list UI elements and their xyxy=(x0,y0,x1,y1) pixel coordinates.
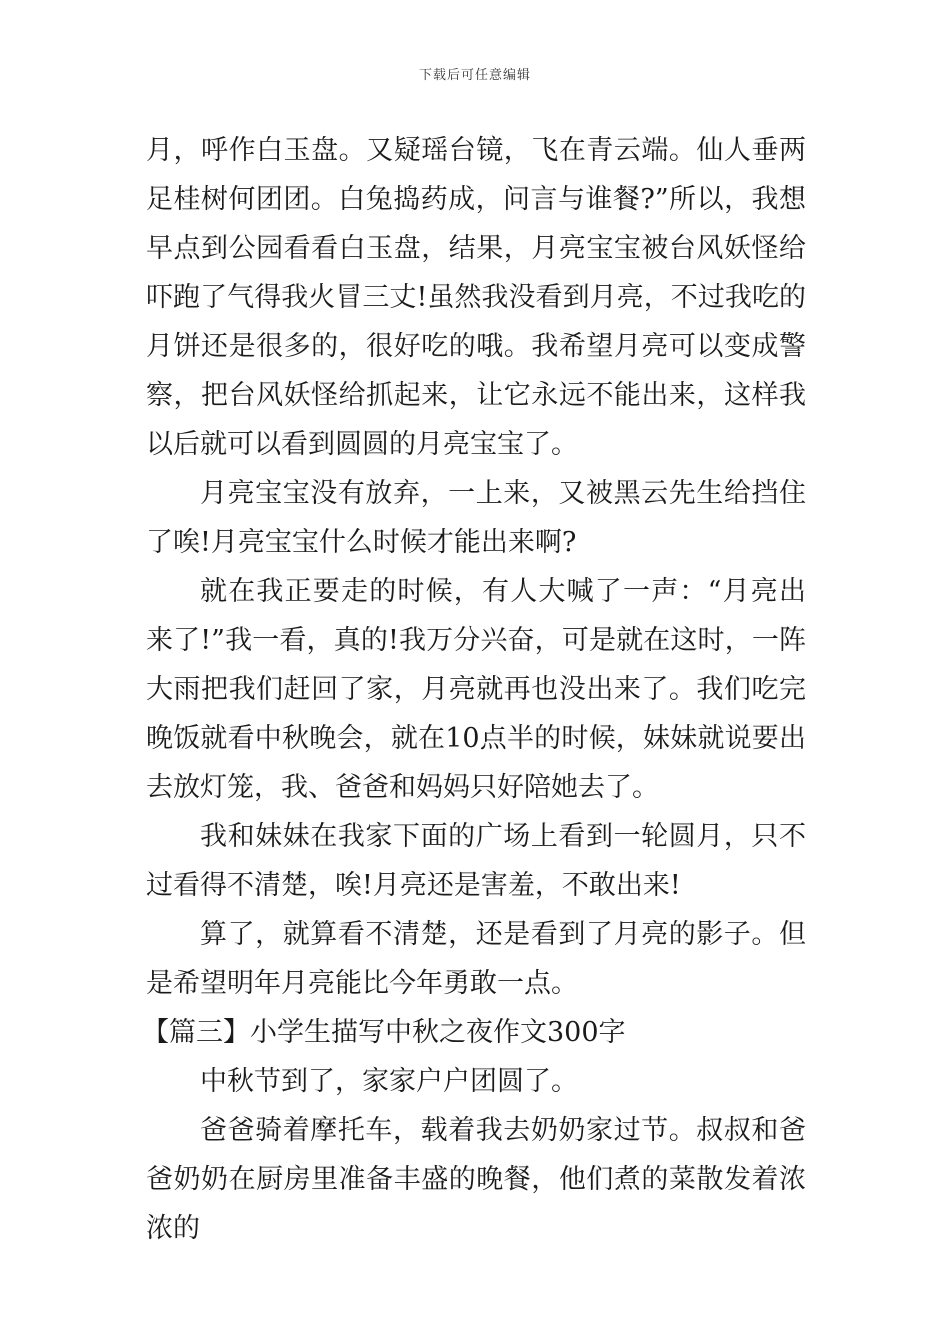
section-heading: 【篇三】小学生描写中秋之夜作文300字 xyxy=(142,1017,626,1048)
paragraph: 就在我正要走的时候，有人大喊了一声：“月亮出来了!”我一看，真的!我万分兴奋，可是就在这时，一阵大雨把我们赶回了家，月亮就再也没出来了。我们吃完晚饭就看中秋晚会，就在10点半的时候，妹妹就说要出去放灯笼，我、爸爸和妈妈只好陪她去了。 xyxy=(146,576,806,803)
paragraph: 我和妹妹在我家下面的广场上看到一轮圆月，只不过看得不清楚，唉!月亮还是害羞，不敢出来! xyxy=(146,821,806,901)
paragraph: 月亮宝宝没有放弃，一上来，又被黑云先生给挡住了唉!月亮宝宝什么时候才能出来啊? xyxy=(146,478,806,558)
paragraph: 爸爸骑着摩托车，载着我去奶奶家过节。叔叔和爸爸奶奶在厨房里准备丰盛的晚餐，他们煮的菜散发着浓浓的 xyxy=(146,1115,806,1244)
paragraph: 中秋节到了，家家户户团圆了。 xyxy=(200,1066,578,1097)
page-header-note: 下载后可任意编辑 xyxy=(418,68,531,83)
paragraph: 算了，就算看不清楚，还是看到了月亮的影子。但是希望明年月亮能比今年勇敢一点。 xyxy=(146,919,806,999)
paragraph-continuation: 月，呼作白玉盘。又疑瑶台镜，飞在青云端。仙人垂两足桂树何团团。白兔捣药成，问言与谁餐?”所以，我想早点到公园看看白玉盘，结果，月亮宝宝被台风妖怪给吓跑了气得我火冒三丈!虽然我没看到月亮，不过我吃的月饼还是很多的，很好吃的哦。我希望月亮可以变成警察，把台风妖怪给抓起来，让它永远不能出来，这样我以后就可以看到圆圆的月亮宝宝了。 xyxy=(146,135,806,460)
document-body xyxy=(142,126,806,1253)
